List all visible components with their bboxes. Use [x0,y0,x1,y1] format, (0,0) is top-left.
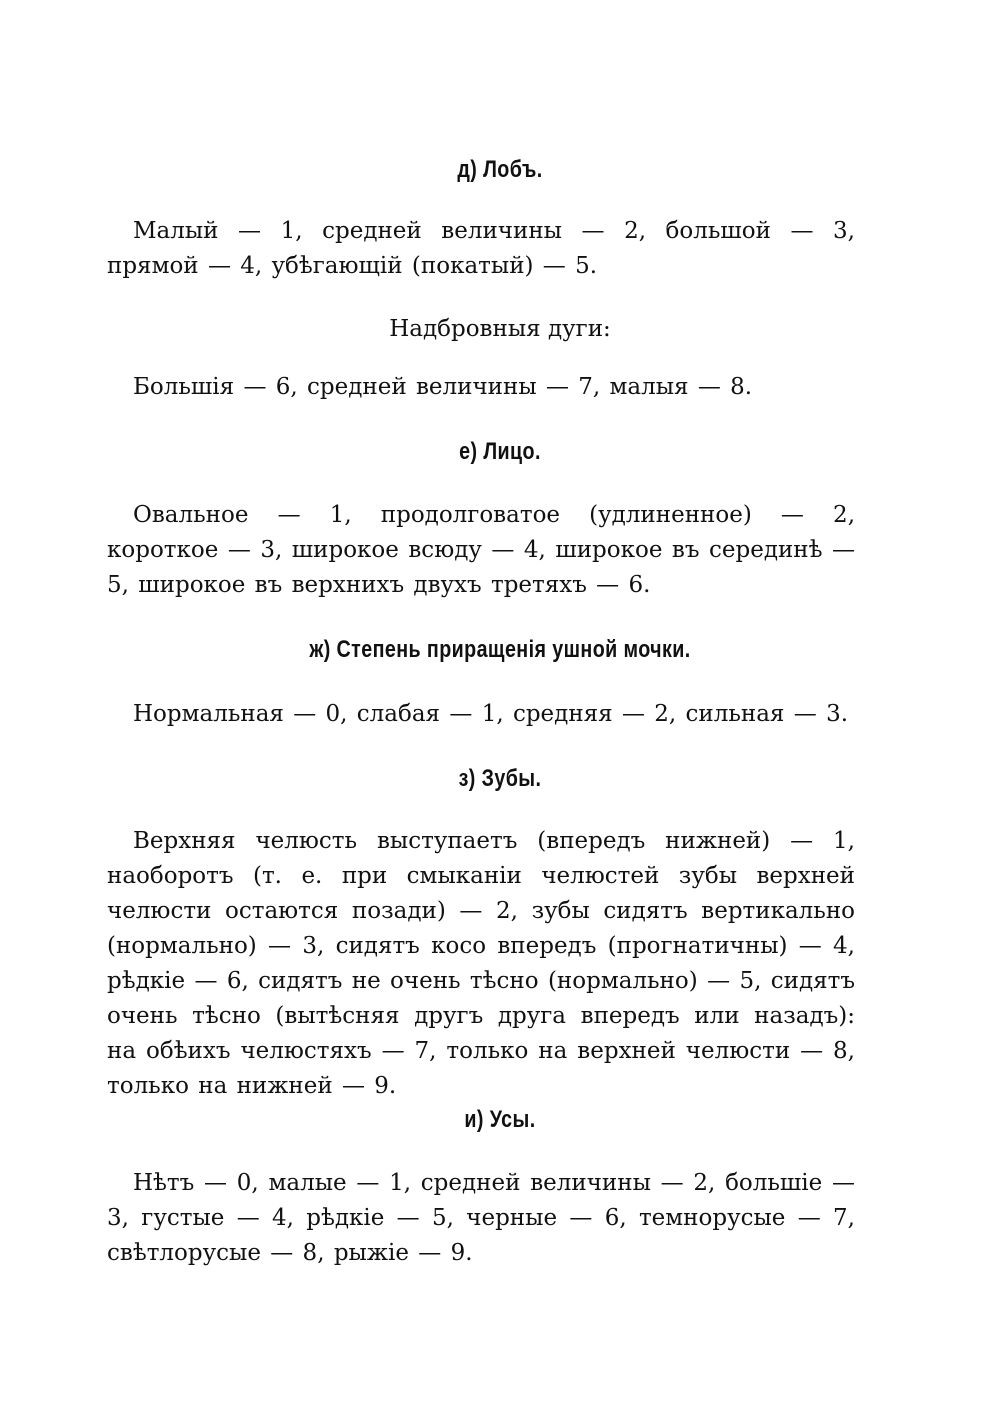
face-paragraph: Овальное — 1, продолговатое (удлиненное) — 2, короткое — 3, широкое всюду — 4, широкое въ серединѣ — 5, широкое въ верхнихъ двухъ третяхъ — 6. [107,502,855,598]
section-heading-moustache: и) Усы. [464,1106,536,1133]
section-heading-face: е) Лицо. [459,438,541,465]
section-heading-earlobe: ж) Степень приращенія ушной мочки. [309,636,691,663]
forehead-paragraph: Малый — 1, средней величины — 2, большой — 3, прямой — 4, убѣгающій (покатый) — 5. [107,218,855,279]
earlobe-paragraph: Нормальная — 0, слабая — 1, средняя — 2, сильная — 3. [133,701,849,727]
section-heading-teeth: з) Зубы. [458,765,542,792]
brow-ridges-subheading: Надбровныя дуги: [389,316,611,342]
teeth-paragraph: Верхняя челюсть выступаетъ (впередъ нижней) — 1, наоборотъ (т. е. при смыканіи челюстей зубы верхней челюсти остаются позади) — 2, зубы сидятъ вертикально (нормально) — 3, сидятъ косо впередъ (прогнатичны) — 4, рѣдкіе — 6, сидятъ не очень тѣсно (нормально) — 5, сидятъ очень тѣсно (вытѣсняя другъ друга впередъ или назадъ): на обѣихъ челюстяхъ — 7, только на верхней челюсти — 8, только на нижней — 9. [107,828,855,1099]
moustache-paragraph: Нѣтъ — 0, малые — 1, средней величины — 2, большіе — 3, густые — 4, рѣдкіе — 5, черные — 6, темнорусые — 7, свѣтлорусые — 8, рыжіе — 9. [107,1170,855,1266]
brow-ridges-paragraph: Большія — 6, средней величины — 7, малыя — 8. [133,374,753,400]
section-heading-forehead: д) Лобъ. [457,156,543,183]
